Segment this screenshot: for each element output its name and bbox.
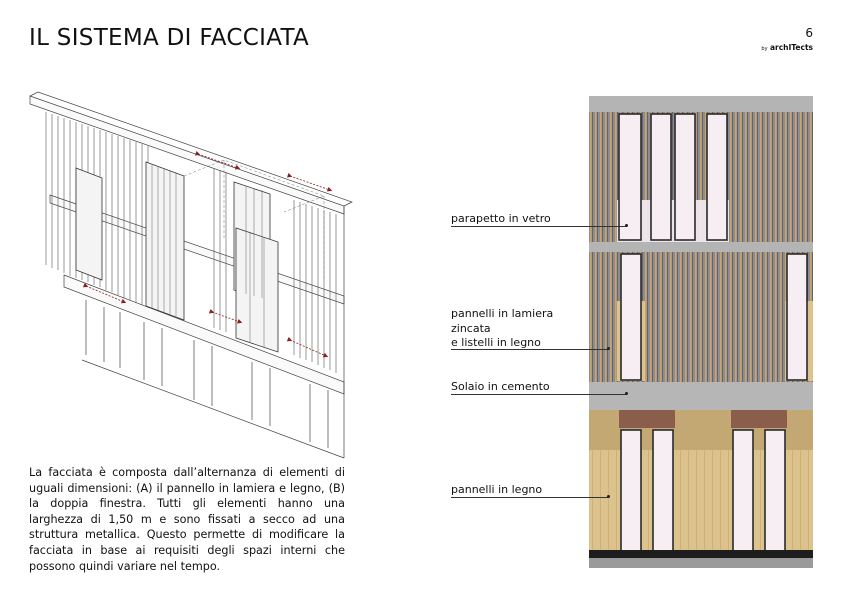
middle-window-2 xyxy=(787,254,807,380)
ground-window-3 xyxy=(733,430,753,554)
ground-base-line xyxy=(589,558,813,568)
leader-dot-wood-panels xyxy=(607,495,610,498)
brand-prefix: by xyxy=(761,46,768,52)
facade-description: La facciata è composta dall’alternanza di elementi di uguali dimensioni: (A) il pannello in lamiera e legno, (B) la doppia finestra. Tutti gli elementi hanno una larghezza di 1,50 m e sono fissati a secco ad una struttura metallica. Questo permette di modificare la facciata in base ai requisiti degli spazi interni che possono quindi variare nel tempo. xyxy=(29,466,345,573)
page-title: IL SISTEMA DI FACCIATA xyxy=(29,25,310,51)
leader-sheet-panels xyxy=(451,349,609,350)
label-slab: Solaio in cemento xyxy=(451,380,550,393)
ground-window-2 xyxy=(653,430,673,554)
middle-window-1 xyxy=(621,254,641,380)
ground-dark-lintel-1 xyxy=(619,410,675,428)
brand-signature xyxy=(761,43,813,52)
label-sheet-panels-1: pannelli in lamiera xyxy=(451,307,554,320)
upper-window-3 xyxy=(675,114,695,240)
brand-name: archITects xyxy=(769,43,813,52)
upper-window-2 xyxy=(651,114,671,240)
page-number: 6 xyxy=(805,26,813,40)
top-slab xyxy=(589,96,813,112)
facade-elevation-drawing xyxy=(589,96,813,568)
concrete-slab xyxy=(589,382,813,410)
axonometric-facade-drawing xyxy=(24,90,354,462)
leader-wood-panels xyxy=(451,497,609,498)
upper-window-1 xyxy=(619,114,641,240)
label-wood-panels: pannelli in legno xyxy=(451,483,543,496)
middle-slab xyxy=(589,242,813,252)
ground-window-4 xyxy=(765,430,785,554)
upper-window-4 xyxy=(707,114,727,240)
leader-slab xyxy=(451,394,627,395)
leader-dot-slab xyxy=(625,392,628,395)
leader-dot-glass-parapet xyxy=(625,224,628,227)
leader-dot-sheet-panels xyxy=(607,347,610,350)
leader-glass-parapet xyxy=(451,226,627,227)
label-glass-parapet: parapetto in vetro xyxy=(451,212,551,225)
ground-base xyxy=(589,550,813,558)
label-sheet-panels-2: zincata xyxy=(451,322,491,335)
ground-dark-lintel-2 xyxy=(731,410,787,428)
ground-window-1 xyxy=(621,430,641,554)
label-sheet-panels-3: e listelli in legno xyxy=(451,336,541,349)
